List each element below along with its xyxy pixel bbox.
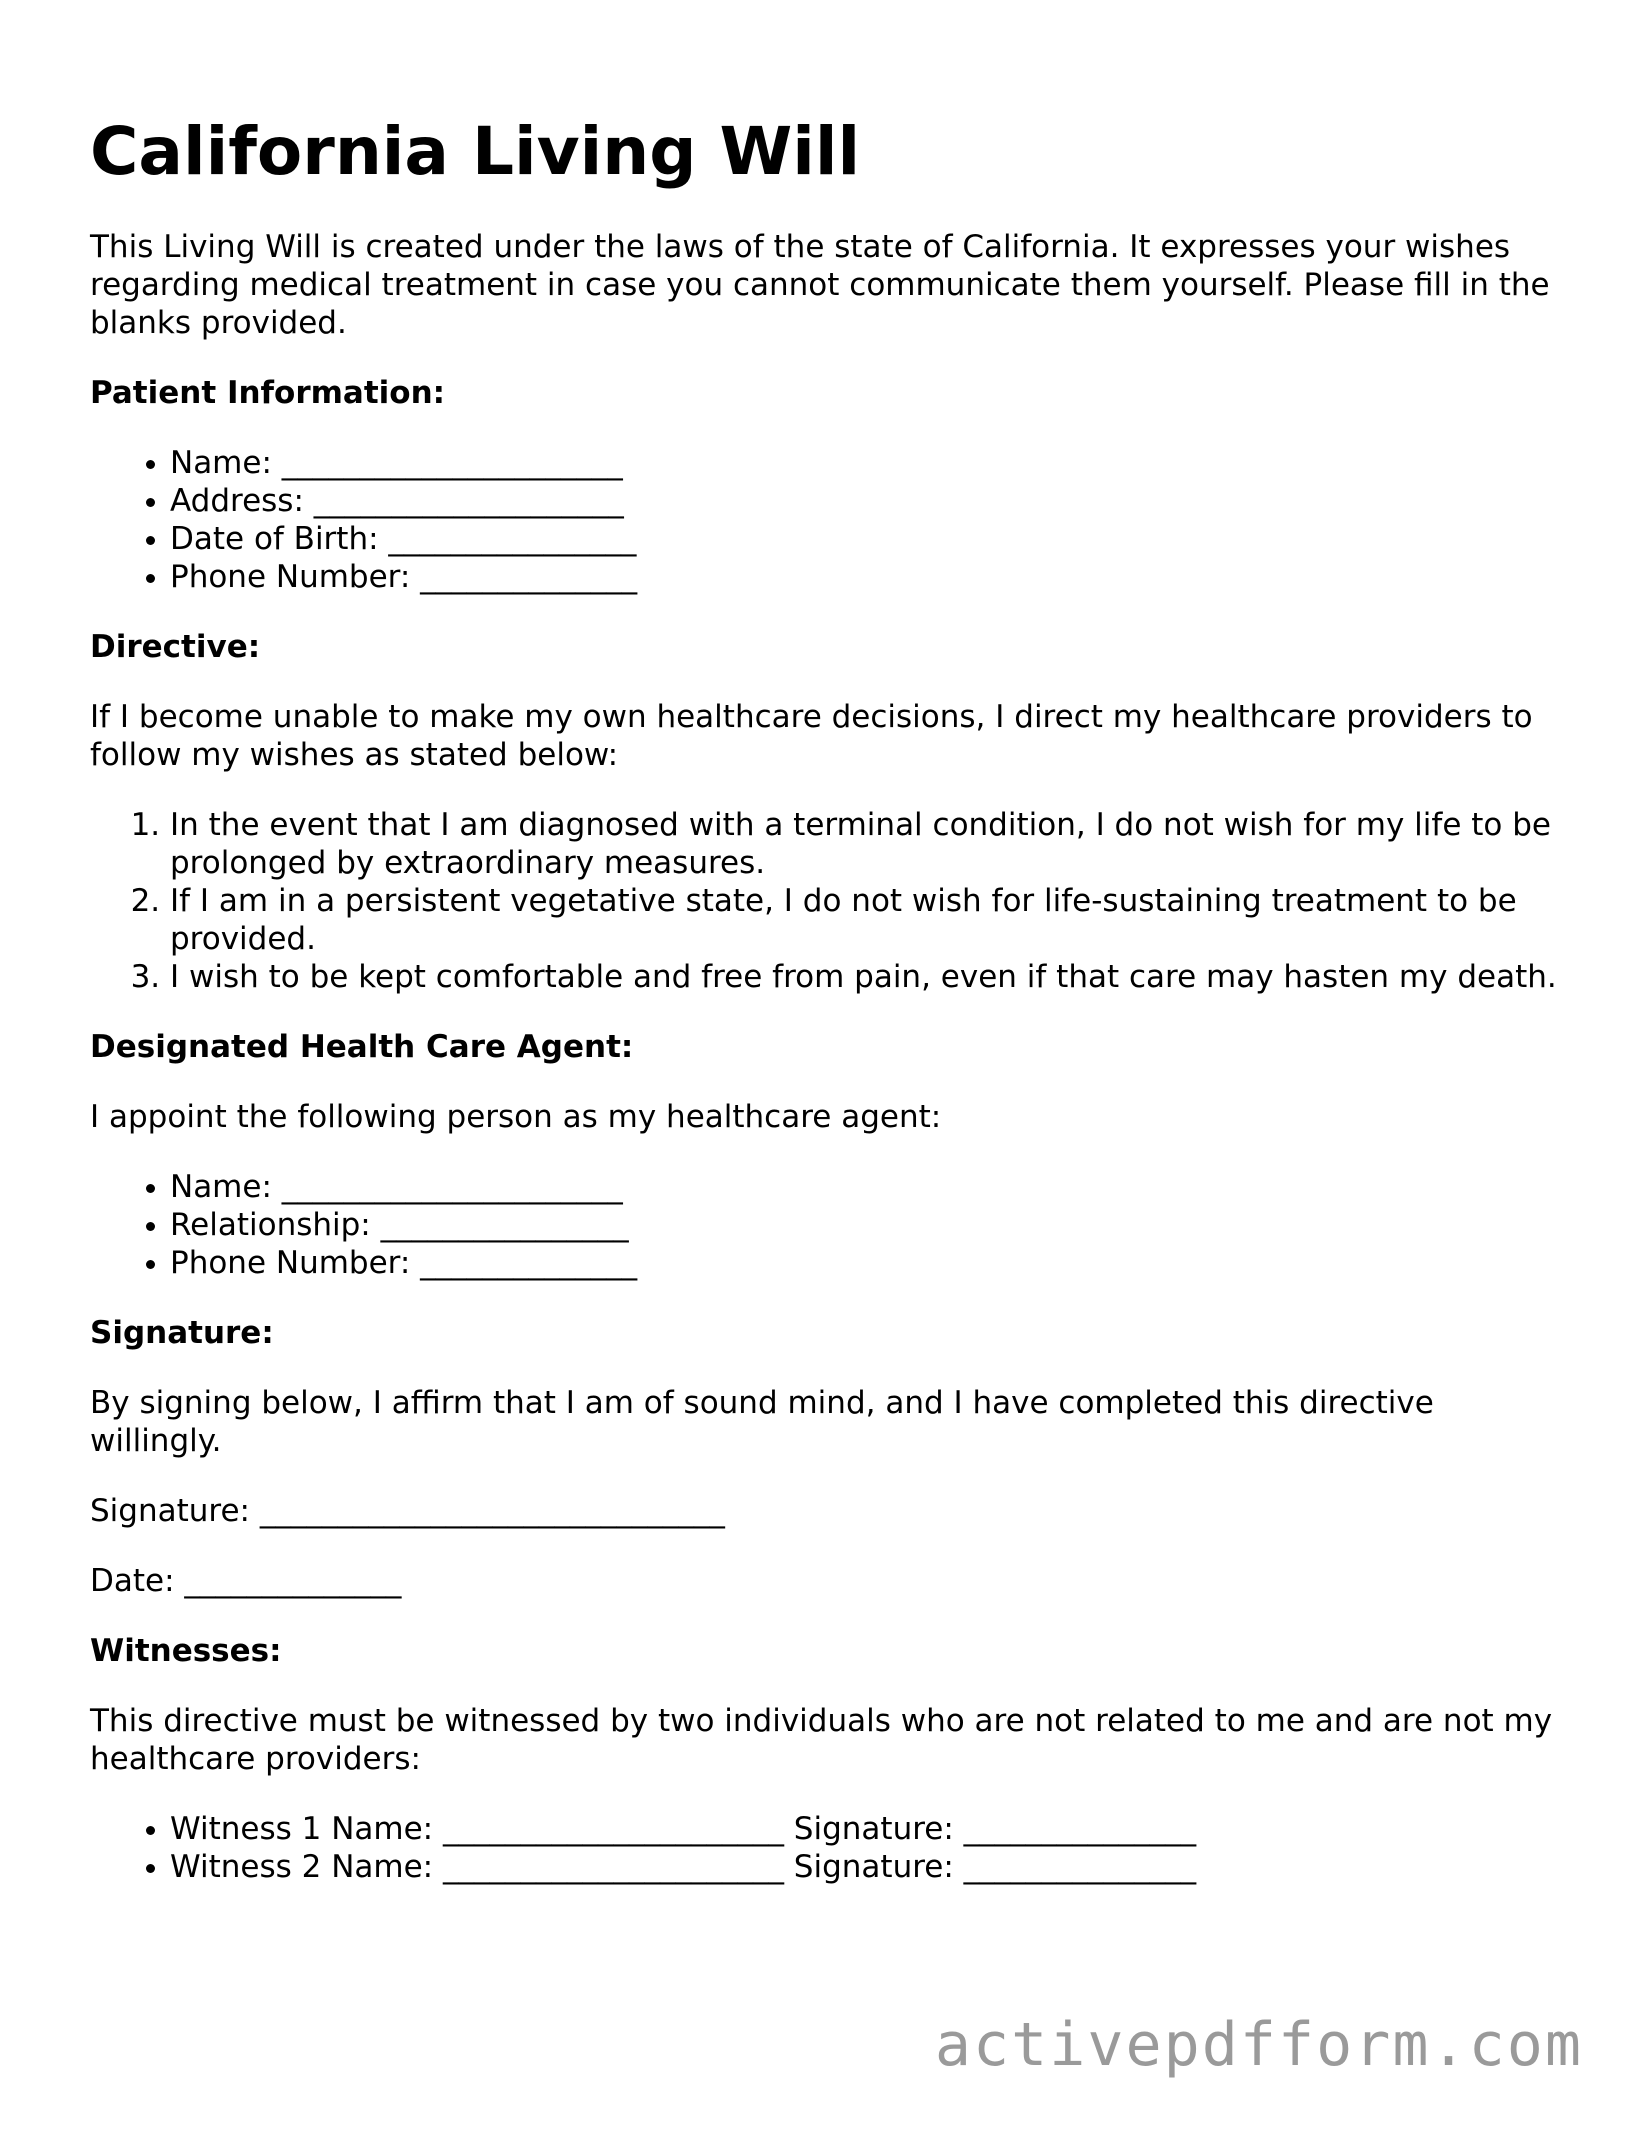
patient-info-heading: Patient Information:	[90, 375, 446, 411]
intro-paragraph: This Living Will is created under the laws of the state of California. It expresses your wishes regarding medical treatment in case you cannot communicate them yourself. Please fill in the blanks provided.	[90, 229, 1550, 341]
signature-line: Signature: ______________________________	[90, 1493, 725, 1529]
witnesses-heading: Witnesses:	[90, 1633, 282, 1669]
directive-item-vegetative: 2. If I am in a persistent vegetative state, I do not wish for life-sustaining treatment to be provided.	[170, 882, 1560, 958]
watermark-logo: activepdfform.com	[934, 2010, 1583, 2080]
agent-info-list	[90, 1168, 1560, 1282]
directive-heading: Directive:	[90, 629, 261, 665]
signature-heading: Signature:	[90, 1315, 274, 1351]
document-title: California Living Will	[90, 113, 861, 190]
witness-1-field: • Witness 1 Name: ______________________ Signature: _______________	[170, 1810, 1560, 1848]
patient-info-list	[90, 444, 1560, 596]
agent-paragraph: I appoint the following person as my healthcare agent:	[90, 1099, 942, 1135]
document-page	[90, 112, 1560, 1918]
agent-relationship-field: • Relationship: ________________	[170, 1206, 1560, 1244]
witnesses-paragraph: This directive must be witnessed by two individuals who are not related to me and are not my healthcare providers:	[90, 1703, 1553, 1777]
signature-paragraph: By signing below, I affirm that I am of sound mind, and I have completed this directive willingly.	[90, 1385, 1434, 1459]
patient-phone-field: • Phone Number: ______________	[170, 558, 1560, 596]
directive-paragraph: If I become unable to make my own healthcare decisions, I direct my healthcare providers to follow my wishes as stated below:	[90, 699, 1533, 773]
patient-dob-field: • Date of Birth: ________________	[170, 520, 1560, 558]
witnesses-list	[90, 1810, 1560, 1886]
agent-heading: Designated Health Care Agent:	[90, 1029, 634, 1065]
date-line: Date: ______________	[90, 1563, 402, 1599]
agent-name-field: • Name: ______________________	[170, 1168, 1560, 1206]
directive-item-comfort: 3. I wish to be kept comfortable and free from pain, even if that care may hasten my death.	[170, 958, 1560, 996]
directive-item-terminal: 1. In the event that I am diagnosed with a terminal condition, I do not wish for my life to be prolonged by extraordinary measures.	[170, 806, 1560, 882]
agent-phone-field: • Phone Number: ______________	[170, 1244, 1560, 1282]
patient-address-field: • Address: ____________________	[170, 482, 1560, 520]
patient-name-field: • Name: ______________________	[170, 444, 1560, 482]
directive-list	[90, 806, 1560, 996]
witness-2-field: • Witness 2 Name: ______________________ Signature: _______________	[170, 1848, 1560, 1886]
